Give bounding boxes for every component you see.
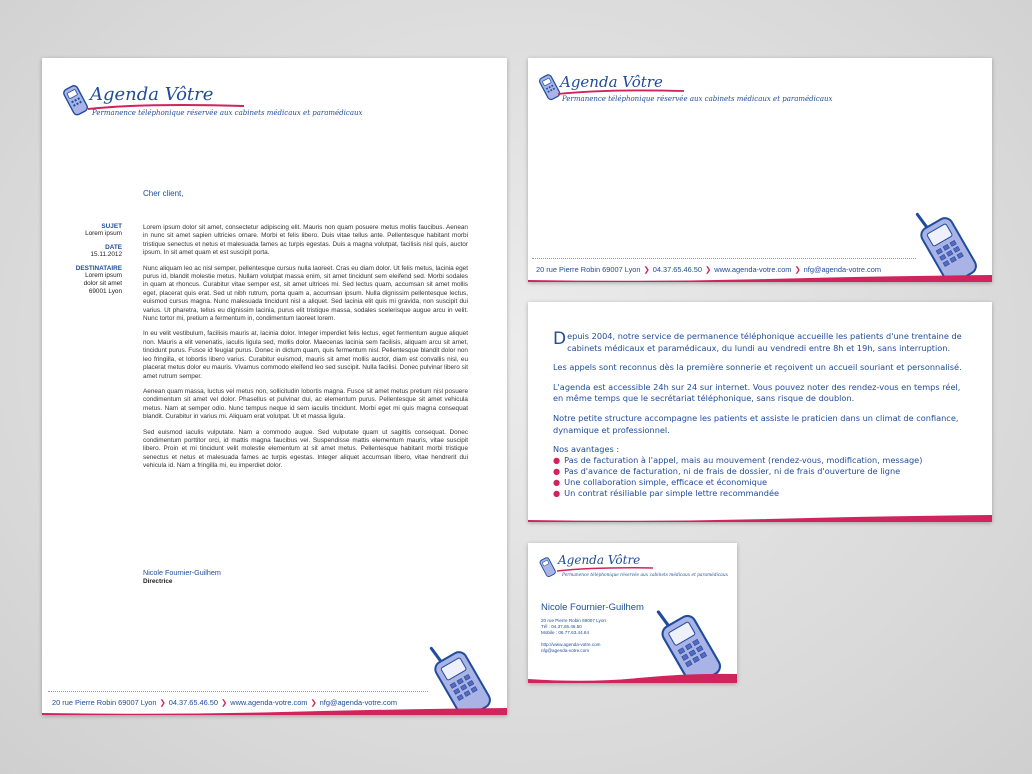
signer-title: Directrice bbox=[143, 578, 173, 585]
letter-footer: 20 rue Pierre Robin 69007 Lyon ❯ 04.37.65.46.50 ❯ www.agenda-votre.com ❯ nfg@agenda-votre.com bbox=[52, 698, 398, 707]
advantages-title: Nos avantages : bbox=[553, 444, 620, 455]
letterhead-sheet bbox=[42, 58, 507, 715]
brand-tagline: Permanence téléphonique réservée aux cabinets médicaux et paramédicaux bbox=[562, 573, 729, 578]
footer-web: www.agenda-votre.com bbox=[230, 698, 308, 707]
body-paragraph: Lorem ipsum dolor sit amet, consectetur adipiscing elit. Mauris non quam posuere metus mollis faucibus. Aenean in nunc sit amet sapien ultricies ornare. Morbi et felis libero. Duis vitae tellus ante. Pellentesque habitant morbi tristique senectus et netus et malesuada fames ac turpis egestas. Duis a magna volutpat, facilisis nisl quis, auctor ipsum. In sit amet quam et est suscipit porta. bbox=[143, 224, 468, 257]
recipient-line: dolor sit amet bbox=[83, 280, 122, 287]
body-paragraph: Sed euismod iaculis vulputate. Nam a commodo augue. Sed vulputate quam ut sagittis consequat. Donec condimentum porttitor orci, id mattis magna faucibus vel. Suspendisse mattis elementum mauris, vitae suscipit libero. Proin et mi tincidunt velit molestie elementum at sit amet metus. Pellentesque habitant morbi tristique senectus et netus et malesuada fames ac turpis egestas. Integer aliquet accumsan libero, vitae hendrerit dui vehicula id. Nam a fringilla mi, eu imperdiet dolor. bbox=[143, 428, 468, 470]
flyer-body bbox=[553, 331, 968, 499]
info-flyer bbox=[528, 302, 992, 522]
salutation: Cher client, bbox=[143, 189, 184, 198]
mobile-phone-illustration-icon bbox=[906, 202, 986, 280]
footer-wave bbox=[528, 514, 992, 522]
date-value: 15.11.2012 bbox=[90, 251, 122, 258]
advantage-item: ● Pas de facturation à l'appel, mais au mouvement (rendez-vous, modification, message) bbox=[553, 455, 923, 466]
subject-value: Lorem ipsum bbox=[85, 230, 122, 237]
brand-name: Agenda Vôtre bbox=[560, 73, 663, 91]
card-line: http://www.agenda-votre.com bbox=[541, 641, 601, 647]
footer-wave bbox=[42, 707, 507, 715]
brand-tagline: Permanence téléphonique réservée aux cabinets médicaux et paramédicaux bbox=[92, 109, 363, 117]
body-paragraph: In eu velit vestibulum, facilisis mauris at, lacinia dolor. Integer imperdiet felis lectus, eget fermentum augue aliquet non. Mauris a elit venenatis, iaculis ligula sed, mollis dolor. Maecenas lacinia sem facilisis, aliquam arcu sit amet, tincidunt purus. Fusce id feugiat purus. Donec in dictum quam, quis fermentum nisl. Pellentesque blandit dolor non leo fringilla, et lobortis libero varius. Curabitur euismod, mauris sit amet mollis auctor, diam est convallis nisl, eu placerat metus dolor eu mauris. Vivamus commodo eleifend leo sed suscipit. Nulla facilisi. Donec pulvinar libero sit amet rutrum semper. bbox=[143, 330, 468, 380]
recipient-line: 69001 Lyon bbox=[88, 288, 122, 295]
intro-text: epuis 2004, notre service de permanence téléphonique accueille les patients d'une trentaine de cabinets médicaux et paramédicaux, du lundi au vendredi entre 8h et 19h, sans interruption. bbox=[567, 331, 962, 353]
footer-phone: 04.37.65.46.50 bbox=[652, 265, 703, 274]
advantage-item: ● Une collaboration simple, efficace et économique bbox=[553, 477, 768, 488]
brand-swoosh bbox=[555, 566, 655, 573]
footer-divider bbox=[48, 691, 428, 692]
brand-name: Agenda Vôtre bbox=[90, 84, 214, 105]
brand-tagline: Permanence téléphonique réservée aux cabinets médicaux et paramédicaux bbox=[562, 95, 833, 103]
footer-phone: 04.37.65.46.50 bbox=[168, 698, 219, 707]
brand-name: Agenda Vôtre bbox=[558, 553, 641, 567]
compliment-slip bbox=[528, 58, 992, 282]
card-line: Tél : 04.37.65.46.50 bbox=[541, 624, 582, 630]
letter-body bbox=[143, 224, 468, 478]
footer-web: www.agenda-votre.com bbox=[714, 265, 792, 274]
business-card bbox=[528, 543, 737, 683]
footer-divider bbox=[532, 258, 916, 259]
card-name: Nicole Fournier-Guilhem bbox=[541, 602, 644, 613]
card-details bbox=[541, 618, 606, 654]
mobile-phone-illustration-icon bbox=[646, 599, 731, 681]
footer-email: nfg@agenda-votre.com bbox=[319, 698, 398, 707]
slip-footer: 20 rue Pierre Robin 69007 Lyon ❯ 04.37.65.46.50 ❯ www.agenda-votre.com ❯ nfg@agenda-votre.com bbox=[536, 265, 882, 274]
footer-email: nfg@agenda-votre.com bbox=[803, 265, 882, 274]
advantage-item: ● Pas d'avance de facturation, ni de frais de dossier, ni de frais d'ouverture de ligne bbox=[553, 466, 901, 477]
recipient-line: Lorem ipsum bbox=[85, 272, 122, 279]
flyer-intro bbox=[553, 331, 968, 354]
phone-handset-icon bbox=[538, 70, 562, 104]
flyer-paragraph: L'agenda est accessible 24h sur 24 sur internet. Vous pouvez noter des rendez-vous en temps réel, en même temps que le secrétariat téléphonique, sans risque de doublon. bbox=[553, 381, 961, 404]
advantage-item: ● Un contrat résiliable par simple lettre recommandée bbox=[553, 488, 780, 499]
footer-wave bbox=[528, 274, 992, 282]
flyer-paragraph: Notre petite structure accompagne les patients et assiste le praticien dans un climat de confiance, dynamique et professionnel. bbox=[553, 412, 959, 435]
footer-wave bbox=[528, 671, 737, 683]
signer-name: Nicole Fournier-Guilhem bbox=[143, 568, 221, 577]
letter-meta bbox=[52, 223, 122, 296]
flyer-paragraph: Les appels sont reconnus dès la première sonnerie et reçoivent un accueil souriant et personnalisé. bbox=[553, 362, 962, 373]
drop-cap: D bbox=[553, 329, 567, 349]
body-paragraph: Nunc aliquam leo ac nisl semper, pellentesque cursus nulla laoreet. Cras eu diam dolor. Ut felis metus, lacinia eget purus id, blandit molestie metus. Nullam volutpat massa enim, sit amet tincidunt sem eleifend sed. Morbi sodales in quam at rhoncus. Curabitur vitae semper est, sit amet ultrices mi. Sed lectus quam, accumsan sit amet mollis eget, placerat quis erat. Sed ut nibh rutrum, porta quam a, accumsan ipsum. Nulla dignissim pellentesque lectus, euismod cursus magna. Nunc malesuada tincidunt nisl a aliquet. Sed lacinia elit quis mi gravida, non suscipit dui varius. Ut pharetra, tellus eu dignissim lacinia, purus elit tristique massa, sodales scelerisque augue arcu in velit. Nunc tortor mi, pretium a fermentum in, condimentum laoreet lorem. bbox=[143, 264, 468, 323]
phone-handset-icon bbox=[62, 80, 90, 120]
mobile-phone-illustration-icon bbox=[420, 636, 500, 714]
card-line: Mobile : 06.77.63.44.84 bbox=[541, 630, 590, 636]
subject-label: SUJET bbox=[101, 223, 122, 230]
body-paragraph: Aenean quam massa, luctus vel metus non, sollicitudin lobortis magna. Fusce sit amet metus pretium nisl posuere condimentum sit amet vel dolor. Phasellus et pulvinar dui, ac elementum purus. Pellentesque sit amet vehicula metus. Nam at semper odio. Nunc tempus neque id sem iaculis tincidunt. Morbi eget mi quis magna consequat blandit. Curabitur in varius mi. Aliquam erat volutpat. Ut et massa ligula. bbox=[143, 387, 468, 421]
card-line: nfg@agenda-votre.com bbox=[541, 647, 590, 653]
card-line: 20 rue Pierre Robin 69007 Lyon bbox=[541, 618, 606, 623]
recipient-label: DESTINATAIRE bbox=[75, 265, 122, 272]
date-label: DATE bbox=[105, 244, 122, 251]
footer-address: 20 rue Pierre Robin 69007 Lyon bbox=[52, 698, 157, 707]
footer-address: 20 rue Pierre Robin 69007 Lyon bbox=[536, 265, 641, 274]
